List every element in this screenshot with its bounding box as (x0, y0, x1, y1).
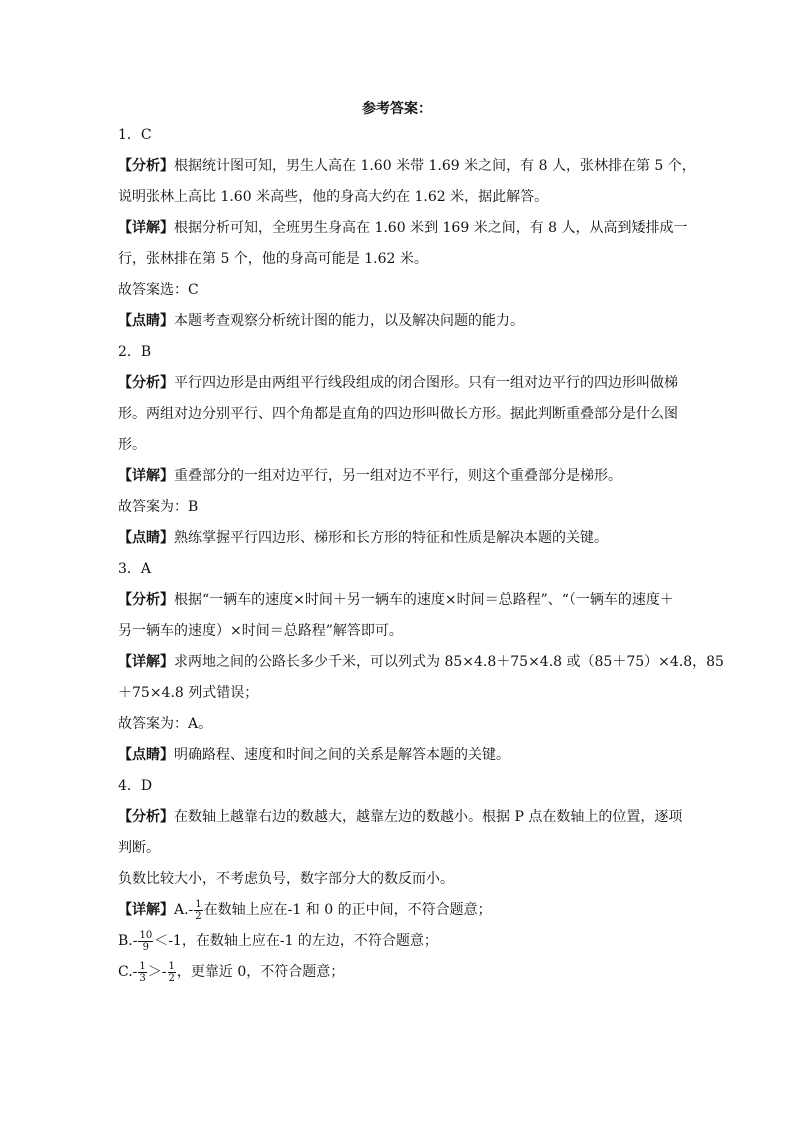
fraction-denominator: 9 (142, 941, 150, 953)
q4-detail-line-a (118, 897, 678, 923)
q1-detail-line-1 (118, 215, 688, 241)
q4-detail-line-b (118, 928, 678, 954)
q4-analysis-line-2: 判断。 (118, 840, 160, 856)
q4-option-c-text: ，更靠近 0，不符合题意； (176, 964, 345, 980)
comment-tag: 【点睛】 (118, 747, 174, 763)
q1-comment-line (118, 308, 678, 334)
q4-analysis-line-1 (118, 804, 683, 830)
q4-option-b-prefix: B.- (118, 933, 138, 949)
q4-detail-line-c (118, 959, 678, 985)
q3-detail-text-1: 求两地之间的公路长多少千米，可以列式为 85×4.8＋75×4.8 或（85＋75）×4.8，85 (174, 654, 724, 670)
q4-option-c-prefix: C.- (118, 964, 138, 980)
comment-tag: 【点睛】 (118, 313, 174, 329)
detail-tag: 【详解】 (118, 902, 174, 918)
fraction (168, 961, 176, 984)
q4-option-c-comparison: ＞- (147, 964, 167, 980)
q3-analysis-line-2: 另一辆车的速度）×时间＝总路程”解答即可。 (118, 623, 403, 639)
q2-detail-line-1 (118, 463, 678, 489)
q1-comment-text: 本题考查观察分析统计图的能力，以及解决问题的能力。 (174, 313, 524, 329)
comment-tag: 【点睛】 (118, 530, 174, 546)
detail-tag: 【详解】 (118, 468, 174, 484)
fraction-numerator: 10 (139, 929, 153, 941)
q3-comment-line (118, 742, 678, 768)
q3-comment-text: 明确路程、速度和时间之间的关系是解答本题的关键。 (174, 747, 510, 763)
q4-number: 4．D (118, 778, 153, 794)
q2-analysis-text-1: 平行四边形是由两组平行线段组成的闭合图形。只有一组对边平行的四边形叫做梯 (174, 375, 678, 391)
q1-detail-text-1: 根据分析可知，全班男生身高在 1.60 米到 169 米之间，有 8 人，从高到矮排成一 (174, 220, 688, 236)
fraction (194, 899, 202, 922)
fraction (138, 961, 146, 984)
q3-analysis-line-1 (118, 587, 678, 613)
q2-detail-text-1: 重叠部分的一组对边平行，另一组对边不平行，则这个重叠部分是梯形。 (174, 468, 622, 484)
fraction-numerator: 1 (195, 898, 202, 910)
q3-detail-line-1 (118, 649, 724, 675)
fraction-numerator: 1 (139, 960, 146, 972)
q4-analysis-line-3: 负数比较大小，不考虑负号，数字部分大的数反而小。 (118, 871, 454, 887)
q3-answer: 故答案为：A。 (118, 716, 213, 732)
q3-detail-line-2: ＋75×4.8 列式错误； (118, 685, 259, 701)
q3-analysis-text-1: 根据“一辆车的速度×时间＋另一辆车的速度×时间＝总路程”、“（一辆车的速度＋ (174, 592, 674, 608)
detail-tag: 【详解】 (118, 654, 174, 670)
q1-analysis-text-1: 根据统计图可知，男生人高在 1.60 米带 1.69 米之间，有 8 人，张林排在第 5 个， (174, 158, 696, 174)
q1-analysis-line-1 (118, 153, 696, 179)
q1-analysis-line-2: 说明张林上高比 1.60 米高些，他的身高大约在 1.62 米，据此解答。 (118, 189, 549, 205)
q2-analysis-line-1 (118, 370, 678, 396)
fraction (138, 930, 153, 953)
q4-option-b-text: ＜-1，在数轴上应在-1 的左边，不符合题意； (154, 933, 438, 949)
q4-option-a-prefix: A.- (174, 902, 194, 918)
fraction-numerator: 1 (168, 960, 175, 972)
q2-comment-text: 熟练掌握平行四边形、梯形和长方形的特征和性质是解决本题的关键。 (174, 530, 608, 546)
q1-answer: 故答案选：C (118, 282, 199, 298)
answer-content (118, 122, 724, 990)
fraction-denominator: 2 (168, 972, 175, 984)
analysis-tag: 【分析】 (118, 375, 174, 391)
q2-analysis-line-3: 形。 (118, 437, 146, 453)
analysis-tag: 【分析】 (118, 592, 174, 608)
q2-number: 2．B (118, 344, 152, 360)
q1-number: 1．C (118, 127, 152, 143)
q3-number: 3．A (118, 561, 152, 577)
analysis-tag: 【分析】 (118, 809, 174, 825)
analysis-tag: 【分析】 (118, 158, 174, 174)
q2-comment-line (118, 525, 678, 551)
fraction-denominator: 3 (139, 972, 146, 984)
detail-tag: 【详解】 (118, 220, 174, 236)
page-title: 参考答案： (362, 101, 432, 117)
q4-option-a-text: 在数轴上应在-1 和 0 的正中间，不符合题意； (203, 902, 492, 918)
q1-detail-line-2: 行，张林排在第 5 个，他的身高可能是 1.62 米。 (118, 251, 428, 267)
q4-analysis-text-1: 在数轴上越靠右边的数越大，越靠左边的数越小。根据 P 点在数轴上的位置，逐项 (174, 809, 683, 825)
q2-analysis-line-2: 形。两组对边分别平行、四个角都是直角的四边形叫做长方形。据此判断重叠部分是什么图 (118, 406, 678, 422)
fraction-denominator: 2 (195, 910, 202, 922)
q2-answer: 故答案为：B (118, 499, 199, 515)
